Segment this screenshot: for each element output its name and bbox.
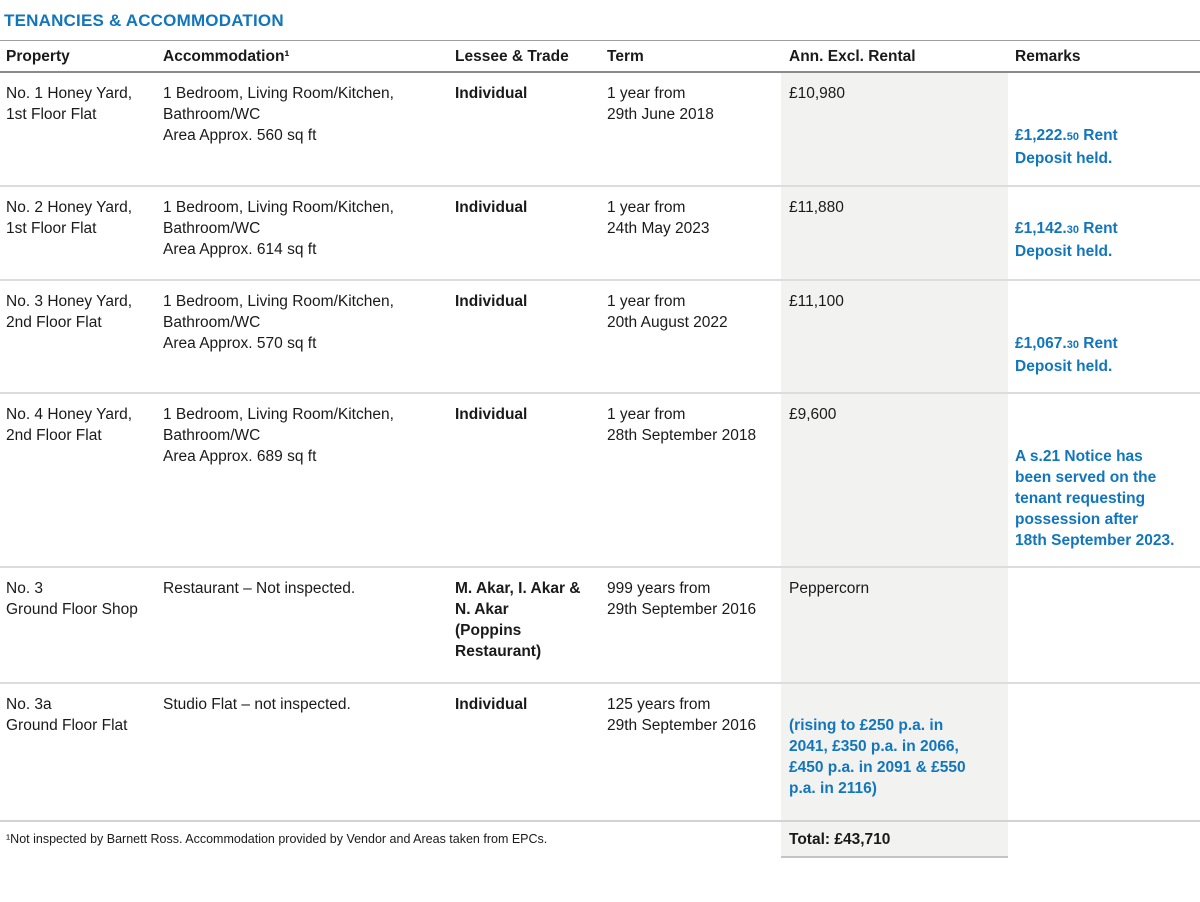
header-cell-lessee-trade: Lessee & Trade	[455, 48, 569, 65]
tenancy-table	[0, 40, 1200, 858]
lessee-cell: Individual	[455, 85, 528, 102]
property-cell: No. 4 Honey Yard, 2nd Floor Flat	[6, 406, 133, 444]
term-cell: 1 year from 20th August 2022	[607, 293, 728, 331]
remarks-cell: £1,222.50 Rent Deposit held.	[1015, 127, 1118, 167]
footnote: ¹Not inspected by Barnett Ross. Accommodation provided by Vendor and Areas taken from EPCs.	[6, 832, 548, 846]
property-cell: No. 2 Honey Yard, 1st Floor Flat	[6, 199, 133, 237]
total-rental: Total: £43,710	[781, 822, 1008, 858]
lessee-cell: Individual	[455, 696, 528, 713]
header-cell-property: Property	[6, 48, 70, 65]
accommodation-cell: 1 Bedroom, Living Room/Kitchen, Bathroom/WC Area Approx. 570 sq ft	[163, 293, 394, 352]
accommodation-cell: Restaurant – Not inspected.	[163, 580, 356, 597]
property-cell: No. 1 Honey Yard, 1st Floor Flat	[6, 85, 133, 123]
property-cell: No. 3 Ground Floor Shop	[6, 580, 138, 618]
term-cell: 125 years from 29th September 2016	[607, 696, 757, 734]
remarks-cell: £1,142.30 Rent Deposit held.	[1015, 220, 1118, 260]
rental-cell: £10,980	[781, 73, 1008, 185]
table-row	[0, 281, 1200, 394]
rental-cell: £11,100	[781, 281, 1008, 392]
header-cell-remarks: Remarks	[1015, 48, 1081, 65]
accommodation-cell: 1 Bedroom, Living Room/Kitchen, Bathroom/WC Area Approx. 560 sq ft	[163, 85, 394, 144]
table-footer-row	[0, 822, 1200, 858]
term-cell: 999 years from 29th September 2016	[607, 580, 757, 618]
table-header-row	[0, 40, 1200, 73]
remarks-cell	[1008, 684, 1200, 820]
term-cell: 1 year from 29th June 2018	[607, 85, 714, 123]
footer-spacer	[1008, 822, 1200, 858]
term-cell: 1 year from 24th May 2023	[607, 199, 710, 237]
remarks-cell	[1008, 568, 1200, 682]
table-row	[0, 73, 1200, 187]
rental-cell: Peppercorn	[781, 568, 1008, 682]
term-cell: 1 year from 28th September 2018	[607, 406, 757, 444]
header-cell-accommodation: Accommodation¹	[163, 48, 290, 65]
rental-cell: £9,600	[781, 394, 1008, 566]
rental-cell: (rising to £250 p.a. in 2041, £350 p.a. in 2066, £450 p.a. in 2091 & £550 p.a. in 2116)	[781, 684, 1008, 820]
remarks-cell: A s.21 Notice has been served on the tenant requesting possession after 18th September 2023.	[1015, 448, 1175, 549]
table-row	[0, 187, 1200, 281]
remarks-cell: £1,067.30 Rent Deposit held.	[1015, 335, 1118, 375]
table-row	[0, 394, 1200, 568]
lessee-cell: Individual	[455, 293, 528, 310]
lessee-cell: Individual	[455, 406, 528, 423]
header-cell-term: Term	[607, 48, 644, 65]
accommodation-cell: Studio Flat – not inspected.	[163, 696, 351, 713]
table-body	[0, 73, 1200, 822]
lessee-cell: Individual	[455, 199, 528, 216]
accommodation-cell: 1 Bedroom, Living Room/Kitchen, Bathroom/WC Area Approx. 689 sq ft	[163, 406, 394, 465]
lessee-cell: M. Akar, I. Akar & N. Akar (Poppins Restaurant)	[455, 580, 581, 660]
header-cell-rental: Ann. Excl. Rental	[789, 48, 916, 65]
property-cell: No. 3a Ground Floor Flat	[6, 696, 128, 734]
property-cell: No. 3 Honey Yard, 2nd Floor Flat	[6, 293, 133, 331]
accommodation-cell: 1 Bedroom, Living Room/Kitchen, Bathroom/WC Area Approx. 614 sq ft	[163, 199, 394, 258]
table-row	[0, 684, 1200, 822]
table-row	[0, 568, 1200, 684]
rental-cell: £11,880	[781, 187, 1008, 279]
page-title: TENANCIES & ACCOMMODATION	[4, 11, 284, 30]
